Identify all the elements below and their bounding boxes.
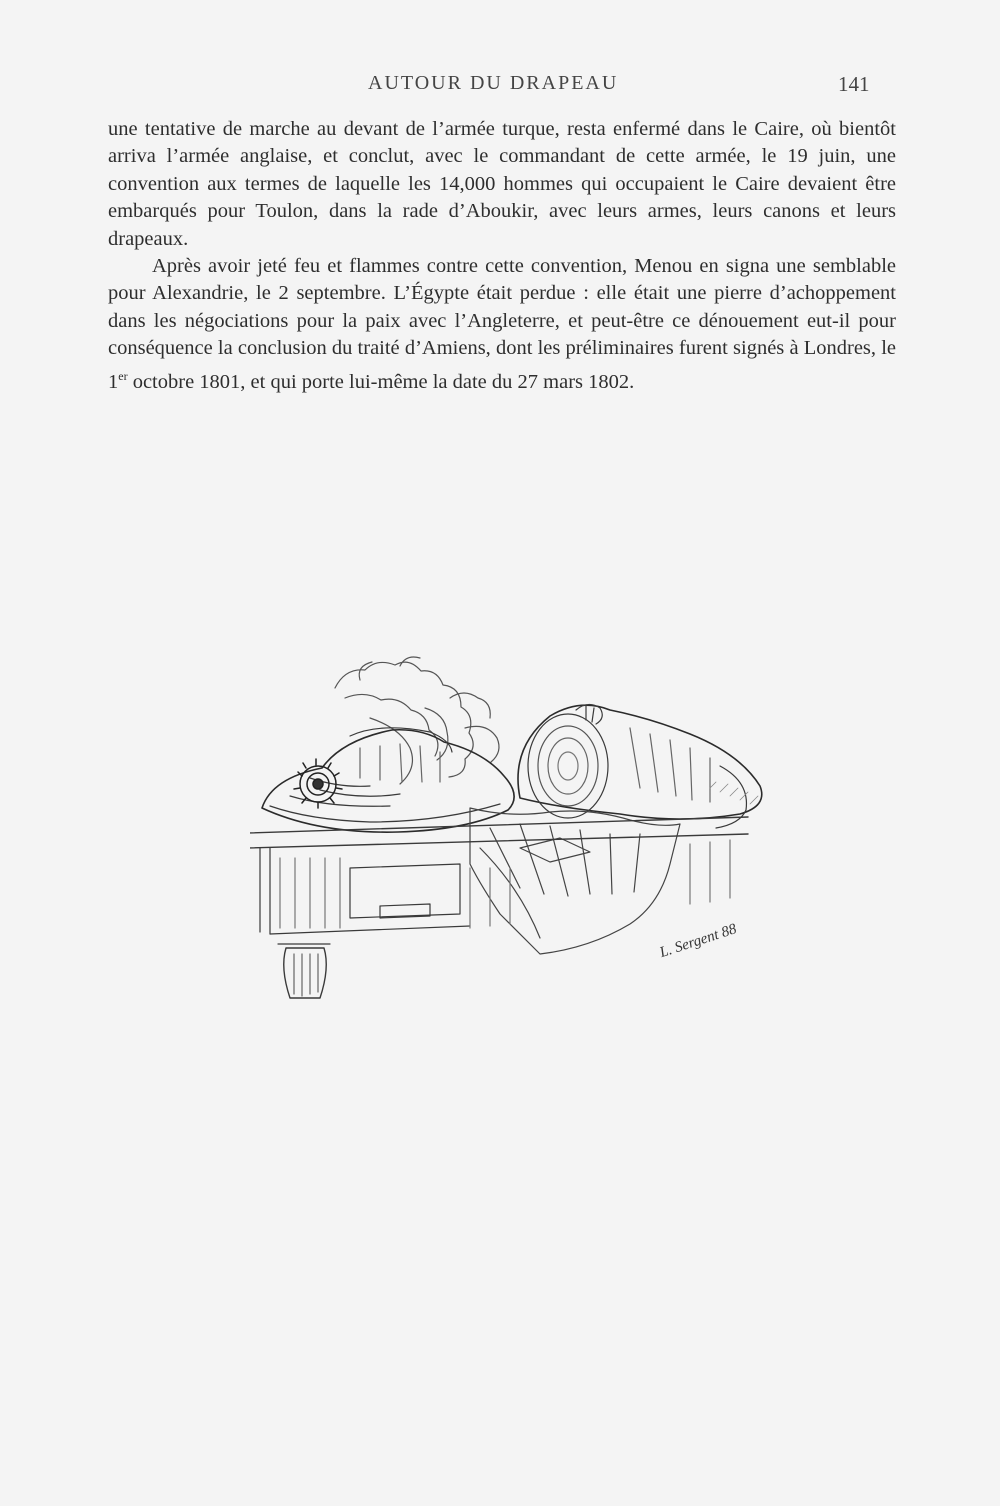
running-title: AUTOUR DU DRAPEAU xyxy=(368,72,619,94)
cockade xyxy=(294,759,342,808)
bicorne-hat xyxy=(518,704,762,828)
artist-signature: L. Sergent 88 xyxy=(657,921,739,962)
body-text xyxy=(108,116,896,396)
ordinal-superscript: er xyxy=(118,368,128,383)
engraving-drawing xyxy=(250,648,770,1010)
drapery xyxy=(470,808,680,954)
paragraph-2-text: Après avoir jeté feu et flammes contre cette convention, Menou en signa une semblable pour Alexandrie, le 2 septembre. L’Égypte était perdue : elle était une pierre d’achoppement dans les négociations pour la paix avec l’Angleterre, et peut-être ce dénouement eut-il pour conséquence la conclusion du traité d’Amiens, dont les préliminaires furent signés à Londres, le 1 xyxy=(108,255,896,393)
hatching xyxy=(710,782,758,804)
table xyxy=(250,817,748,998)
page-number: 141 xyxy=(838,72,870,96)
paragraph-2 xyxy=(108,253,896,396)
paragraph-2-text-end: octobre 1801, et qui porte lui-même la date du 27 mars 1802. xyxy=(127,370,635,393)
paragraph-1: une tentative de marche au devant de l’armée turque, resta enfermé dans le Caire, où bientôt arriva l’armée anglaise, et conclut, avec le commandant de cette armée, le 19 juin, une convention aux termes de laquelle les 14,000 hommes qui occupaient le Caire devaient être embarqués pour Toulon, dans la rade d’Aboukir, avec leurs armes, leurs canons et leurs drapeaux. xyxy=(108,118,896,250)
running-header xyxy=(0,72,1000,102)
engraving-illustration xyxy=(250,648,770,1010)
